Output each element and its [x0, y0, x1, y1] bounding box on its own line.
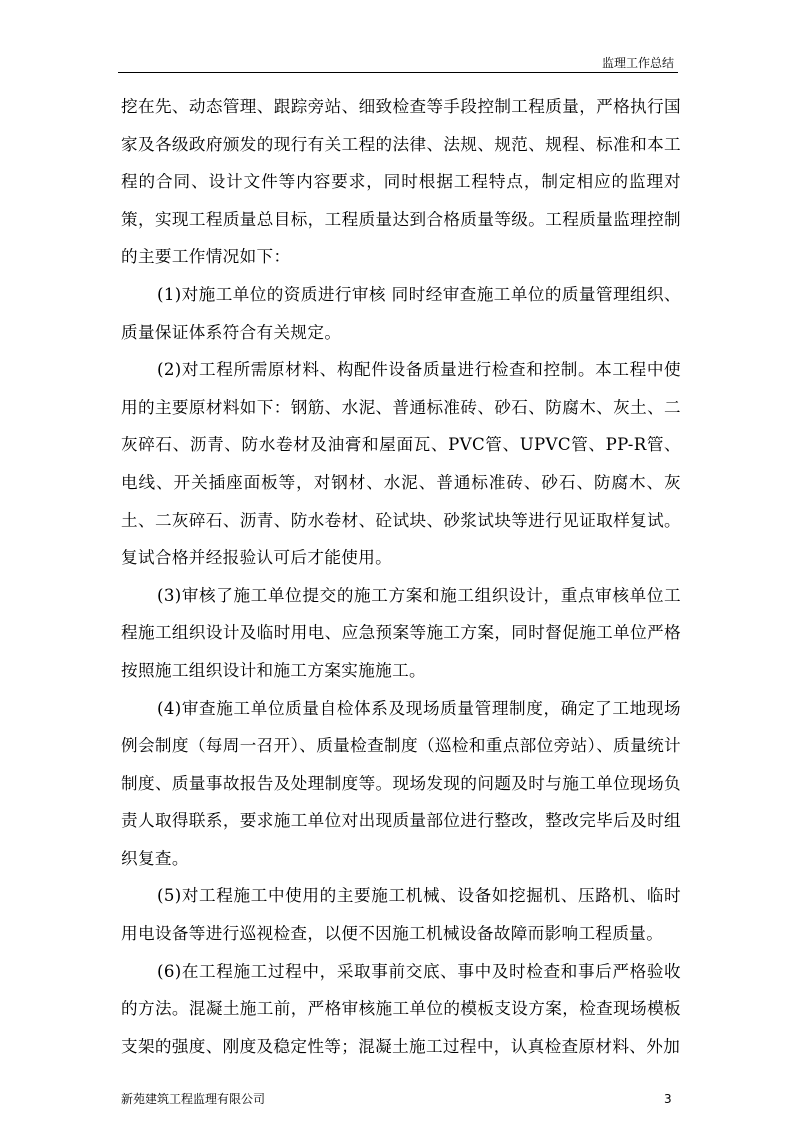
- paragraph-item-5: (5)对工程施工中使用的主要施工机械、设备如挖掘机、压路机、临时用电设备等进行巡视检查，以便不因施工机械设备故障而影响工程质量。: [121, 886, 681, 944]
- paragraph-item-3: (3)审核了施工单位提交的施工方案和施工组织设计，重点审核单位工程施工组织设计及临时用电、应急预案等施工方案，同时督促施工单位严格按照施工组织设计和施工方案实施施工。: [121, 585, 681, 680]
- footer-company-name: 新苑建筑工程监理有限公司: [121, 1092, 266, 1106]
- paragraph-item-6: (6)在工程施工过程中，采取事前交底、事中及时检查和事后严格验收的方法。混凝土施工前，严格审核施工单位的模板支设方案，检查现场模板支架的强度、刚度及稳定性等；混凝土施工过程中，认真检查原材料、外加: [121, 961, 681, 1056]
- page-header: [118, 40, 678, 73]
- paragraph-item-4: (4)审查施工单位质量自检体系及现场质量管理制度，确定了工地现场例会制度（每周一召开）、质量检查制度（巡检和重点部位旁站）、质量统计制度、质量事故报告及处理制度等。现场发现的问题及时与施工单位现场负责人取得联系，要求施工单位对出现质量部位进行整改，整改完毕后及时组织复查。: [121, 698, 681, 868]
- header-title: 监理工作总结: [601, 56, 674, 70]
- paragraph-item-1: (1)对施工单位的资质进行审核 同时经审查施工单位的质量管理组织、质量保证体系符合有关规定。: [121, 284, 681, 342]
- paragraph-continuation: 挖在先、动态管理、跟踪旁站、细致检查等手段控制工程质量，严格执行国家及各级政府颁发的现行有关工程的法律、法规、规范、规程、标准和本工程的合同、设计文件等内容要求，同时根据工程特点，制定相应的监理对策，实现工程质量总目标，工程质量达到合格质量等级。工程质量监理控制的主要工作情况如下：: [121, 97, 681, 267]
- body-text: [121, 88, 681, 1065]
- paragraph-item-2: (2)对工程所需原材料、构配件设备质量进行检查和控制。本工程中使用的主要原材料如下：钢筋、水泥、普通标准砖、砂石、防腐木、灰土、二灰碎石、沥青、防水卷材及油膏和屋面瓦、PVC管、UPVC管、PP-R管、电线、开关插座面板等，对钢材、水泥、普通标准砖、砂石、防腐木、灰土、二灰碎石、沥青、防水卷材、砼试块、砂浆试块等进行见证取样复试。复试合格并经报验认可后才能使用。: [121, 360, 681, 568]
- page-number: 3: [664, 1092, 672, 1106]
